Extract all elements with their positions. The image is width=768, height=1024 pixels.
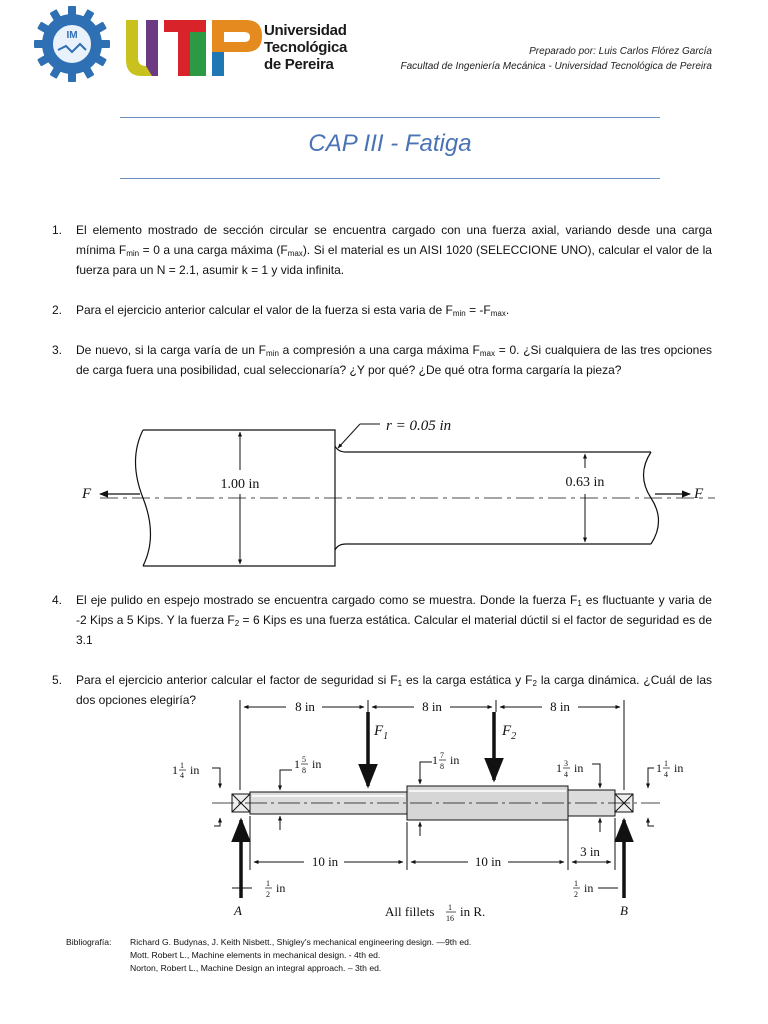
right-offset-label (573, 879, 593, 899)
svg-text:1: 1 (656, 761, 662, 775)
svg-text:1: 1 (432, 753, 438, 767)
bottom-dim-label: 10 in (311, 854, 339, 869)
svg-text:3: 3 (564, 759, 568, 768)
question-item (52, 340, 712, 380)
svg-text:5: 5 (302, 755, 306, 764)
svg-text:1: 1 (294, 757, 300, 771)
svg-text:1: 1 (556, 761, 562, 775)
svg-text:8: 8 (302, 766, 306, 775)
diameter-3-label (556, 759, 583, 779)
title-rule-top (120, 117, 660, 118)
svg-text:1: 1 (172, 763, 178, 777)
question-text: El elemento mostrado de sección circular se encuentra cargado con una fuerza axial, variando desde una carga mínima $F_{min} = 0$ a una carga máxima $(F_{max})$. Si el material es un AISI 1020 (SELECCIONE UNO), calcular el valor de la fuerza para un N = 2.1, asumir k = 1 y vida infinita. (76, 223, 712, 277)
svg-text:1: 1 (180, 761, 184, 770)
title-rule-bottom (120, 178, 660, 179)
university-line: Universidad (264, 22, 347, 39)
question-number: 4. (52, 593, 63, 607)
svg-text:2: 2 (574, 890, 578, 899)
svg-text:1: 1 (574, 879, 578, 888)
question-item (52, 590, 712, 650)
top-dim-label: 8 in (422, 699, 442, 714)
svg-text:16: 16 (446, 914, 454, 923)
support-a-label: A (234, 903, 242, 918)
left-end-diameter-label (172, 761, 199, 780)
question-number: 1. (52, 223, 63, 237)
svg-text:in: in (674, 761, 684, 775)
svg-text:in: in (312, 757, 322, 771)
bibliography-ref: Norton, Robert L., Machine Design an integral approach. – 3th ed. (130, 963, 382, 973)
top-dim-label: 8 in (295, 699, 315, 714)
question-text: Para el ejercicio anterior calcular el valor de la fuerza si esta varia de $F_{min} = -F_{max}$. (76, 303, 510, 318)
fillet-radius-label: r = 0.05 in (386, 418, 452, 434)
bibliography-ref: Mott. Robert L., Machine elements in mechanical design. - 4th ed. (130, 950, 381, 960)
svg-text:in: in (574, 761, 584, 775)
prepared-by: Preparado por: Luis Carlos Flórez García (529, 46, 712, 57)
svg-text:All fillets: All fillets (385, 904, 435, 919)
svg-text:in: in (584, 881, 594, 895)
force-f1-label: $F_1$ (374, 723, 389, 742)
faculty-name: Facultad de Ingeniería Mecánica - Universidad Tecnológica de Pereira (400, 61, 712, 72)
force-label-right: F (694, 486, 704, 502)
left-diameter-label: 1.00 in (220, 477, 260, 492)
support-b-label: B (620, 903, 628, 918)
svg-text:in R.: in R. (460, 904, 486, 919)
svg-text:4: 4 (664, 770, 668, 779)
svg-text:in: in (190, 763, 200, 777)
force-f2-label: $F_2$ (502, 723, 517, 742)
university-name (264, 22, 347, 73)
force-label-left: F (82, 486, 92, 502)
svg-text:4: 4 (564, 770, 568, 779)
question-text: Para el ejercicio anterior calcular el factor de seguridad si $F_1$ es la carga estática y $F_2$ la carga dinámica. ¿Cuál de las dos opciones elegiría? (76, 673, 712, 707)
university-line: de Pereira (264, 56, 334, 73)
bibliography-ref: Richard G. Budynas, J. Keith Nisbett., Shigley's mechanical engineering design. —9th ed. (130, 937, 472, 947)
diameter-1-label (294, 755, 321, 775)
svg-text:1: 1 (448, 903, 452, 912)
bottom-dim-label: 10 in (474, 854, 502, 869)
university-line: Tecnológica (264, 39, 348, 56)
question-text: De nuevo, si la carga varía de un $F_{min}$ a compresión a una carga máxima $F_{max} = 0$. ¿Si cualquiera de las tres opciones de carga fuera una posibilidad, cual seleccionaría? ¿Y por qué? ¿De qué otra forma cargaría la pieza? (76, 343, 712, 377)
page-title: CAP III - Fatiga (308, 130, 472, 157)
diameter-2-label (432, 751, 459, 771)
utp-logo-icon (124, 14, 264, 78)
question-text: El eje pulido en espejo mostrado se encuentra cargado como se muestra. Donde la fuerza $F_1$ es fluctuante y varia de -2 Kips a 5 Kips. Y la fuerza $F_2 = 6$ Kips es una fuerza estática. Calcular el material dúctil si el factor de seguridad es de 3.1 (76, 593, 712, 647)
svg-text:7: 7 (440, 751, 444, 760)
question-number: 3. (52, 343, 63, 357)
bibliography-label: Bibliografía: (66, 937, 112, 947)
svg-text:in: in (450, 753, 460, 767)
question-item (52, 300, 712, 320)
svg-text:8: 8 (440, 762, 444, 771)
gear-logo-icon (30, 2, 114, 86)
question-number: 2. (52, 303, 63, 317)
svg-text:1: 1 (266, 879, 270, 888)
bottom-dim-label: 3 in (580, 844, 600, 859)
question-number: 5. (52, 673, 63, 687)
bibliography (66, 936, 471, 975)
svg-text:2: 2 (266, 890, 270, 899)
question-item (52, 670, 712, 710)
fillets-note (385, 903, 485, 923)
header-credits (401, 44, 712, 74)
svg-text:1: 1 (664, 759, 668, 768)
question-item (52, 220, 712, 280)
svg-text:4: 4 (180, 771, 184, 780)
top-dim-label: 8 in (550, 699, 570, 714)
right-end-diameter-label (656, 759, 683, 779)
right-diameter-label: 0.63 in (565, 475, 605, 490)
svg-text:in: in (276, 881, 286, 895)
logo-initials: IM (66, 30, 78, 41)
left-offset-label (265, 879, 285, 899)
